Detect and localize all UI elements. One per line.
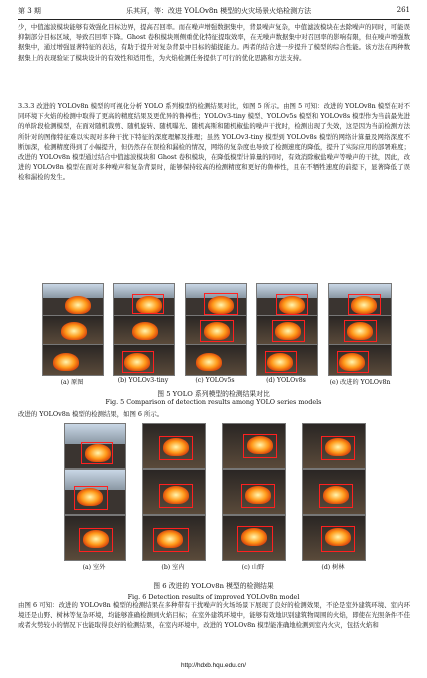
- fig5-caption-b: (b) YOLOv3-tiny: [117, 377, 169, 384]
- fig6-image-outdoor-1: [64, 423, 126, 469]
- paragraph-2: 3.3.3 改进的 YOLOv8n 模型的可视化分析 YOLO 系列模型的检测结果对比，如图 5 所示。由图 5 可知：改进的 YOLOv8n 模型在对不同环境下火焰的检测中取得了更高的精度结果及更优异的鲁棒性；YOLOv3-tiny 模型、YOLOv5s 模型和 YOLOv8s 模型作为当前最先进的单阶段检测模型，在面对随机裁剪、随机旋转、随机曝光、随机高斯和随机椒盐的噪声干扰时，检测出现了失效，这是因为当前检测方法所针对的图像特征难以实现对多种干扰下特征的深度理解及推理；虽然 YOLOv3-tiny 模型到 YOLOv8s 模型的网络计算量及网络深度不断加深，检测精度得到了小幅提升，但仍然存在误检和漏检的情况，网络的复杂度也导致了检测速度的降低，提升了实际应用的部署难度；改进的 YOLOv8n 模型通过结合中值滤波模块和 Ghost 卷积模块，在降低模型计算量的同时，有效消除椒盐噪声等噪声的干扰，因此，改进的 YOLOv8n 模型在面对多种噪声和复杂背景时，能够保持较高的检测精度和更好的鲁棒性，且在不牺牲速度的前提下，显著降低了误检和漏检的发生。: [18, 102, 410, 182]
- fig5-caption-e: (e) 改进的 YOLOv8n: [329, 379, 391, 386]
- fig6-caption-d: (d) 树林: [321, 564, 345, 571]
- fig5-image-a-2: [42, 315, 104, 345]
- fig6-caption-b: (b) 室内: [161, 564, 185, 571]
- paragraph-1: 少，中值滤波模块能够有效强化目标边界，提高召回率。而在噪声增强数据集中，背景噪声复杂，中值滤波模块在去除噪声的同时，可能误抑制部分目标区域，导致召回率下降。Ghost 卷积模块则侧重优化特征提取效率，在无噪声数据集中对召回率的影响有限，但在噪声增强数据集中，通过增强显著特征的表达，有助于提升对复杂背景中目标的捕捉能力。两者的结合进一步提升了模型的综合性能。该方法在两种数据集上的表现验证了模块设计的有效性和适用性，为火焰检测任务提供了可行的优化思路和方法支持。: [18, 23, 410, 62]
- fig5-title-cn-text: 图 5 YOLO 系列模型的检测结果对比: [157, 390, 270, 398]
- fig5-caption-d: (d) YOLOv8s: [266, 377, 306, 384]
- fig6-caption-a: (a) 室外: [82, 564, 106, 571]
- fig5-image-e-1: [328, 283, 392, 316]
- fig5-caption-a: (a) 原图: [60, 379, 84, 386]
- fig6-image-forest-2: [302, 469, 366, 515]
- fig5-image-e-3: [328, 344, 392, 376]
- fig6-image-mountain-2: [222, 469, 286, 515]
- fig6-image-mountain-1: [222, 423, 286, 469]
- running-header: [18, 6, 410, 18]
- fig6-image-outdoor-2: [64, 469, 126, 515]
- fig6-title-en-text: Fig. 6 Detection results of improved YOLOv8n model: [127, 593, 300, 601]
- fig5-caption-c: (c) YOLOv5s: [195, 377, 235, 384]
- figure-6: [64, 423, 364, 559]
- paragraph-4: 由图 6 可知：改进的 YOLOv8n 模型的检测结果在多种带有干扰噪声的火场场景下展现了良好的检测效果，不论是室外建筑环境、室内环境还是山野、树林等复杂环境，均能够准确检测到火焰目标；在室外建筑环境中，能够有效地识别建筑物周围的火焰，即使在光照条件不佳或者火势较小的情况下也能取得良好的检测结果，在室内环境中，改进的 YOLOv8n 模型能准确地检测到室内火灾，包括火焰和: [18, 601, 410, 630]
- fig5-image-d-2: [256, 315, 318, 345]
- header-rule: [18, 19, 410, 20]
- issue-number: 第 3 期: [18, 7, 41, 15]
- fig5-image-c-2: [185, 315, 247, 345]
- fig5-image-a-3: [42, 344, 104, 376]
- figure-5: [42, 283, 390, 377]
- paragraph-3: 改进的 YOLOv8n 模型的检测结果，如图 6 所示。: [18, 410, 164, 418]
- fig5-image-d-1: [256, 283, 318, 316]
- fig6-image-indoor-2: [142, 469, 206, 515]
- fig6-image-indoor-1: [142, 423, 206, 469]
- fig6-image-forest-1: [302, 423, 366, 469]
- fig6-image-outdoor-3: [64, 515, 126, 561]
- fig5-image-d-3: [256, 344, 318, 376]
- page-number: 261: [396, 6, 410, 14]
- fig6-title-cn-text: 图 6 改进的 YOLOv8n 模型的检测结果: [153, 582, 274, 590]
- fig6-caption-c: (c) 山野: [241, 564, 265, 571]
- footer-url: http://hdxb.hqu.edu.cn/: [180, 662, 247, 669]
- fig5-caption-cn: [0, 386, 427, 387]
- fig5-image-a-1: [42, 283, 104, 316]
- fig5-image-e-2: [328, 315, 392, 345]
- fig5-image-c-1: [185, 283, 247, 316]
- fig5-image-b-2: [113, 315, 175, 345]
- running-title: 乐其河，等：改进 YOLOv8n 模型的火灾场景火焰检测方法: [126, 7, 312, 15]
- fig6-image-forest-3: [302, 515, 366, 561]
- fig5-image-b-3: [113, 344, 175, 376]
- fig5-image-c-3: [185, 344, 247, 376]
- fig6-image-indoor-3: [142, 515, 206, 561]
- fig5-title-en-text: Fig. 5 Comparison of detection results among YOLO series models: [105, 398, 322, 406]
- fig5-image-b-1: [113, 283, 175, 316]
- fig6-image-mountain-3: [222, 515, 286, 561]
